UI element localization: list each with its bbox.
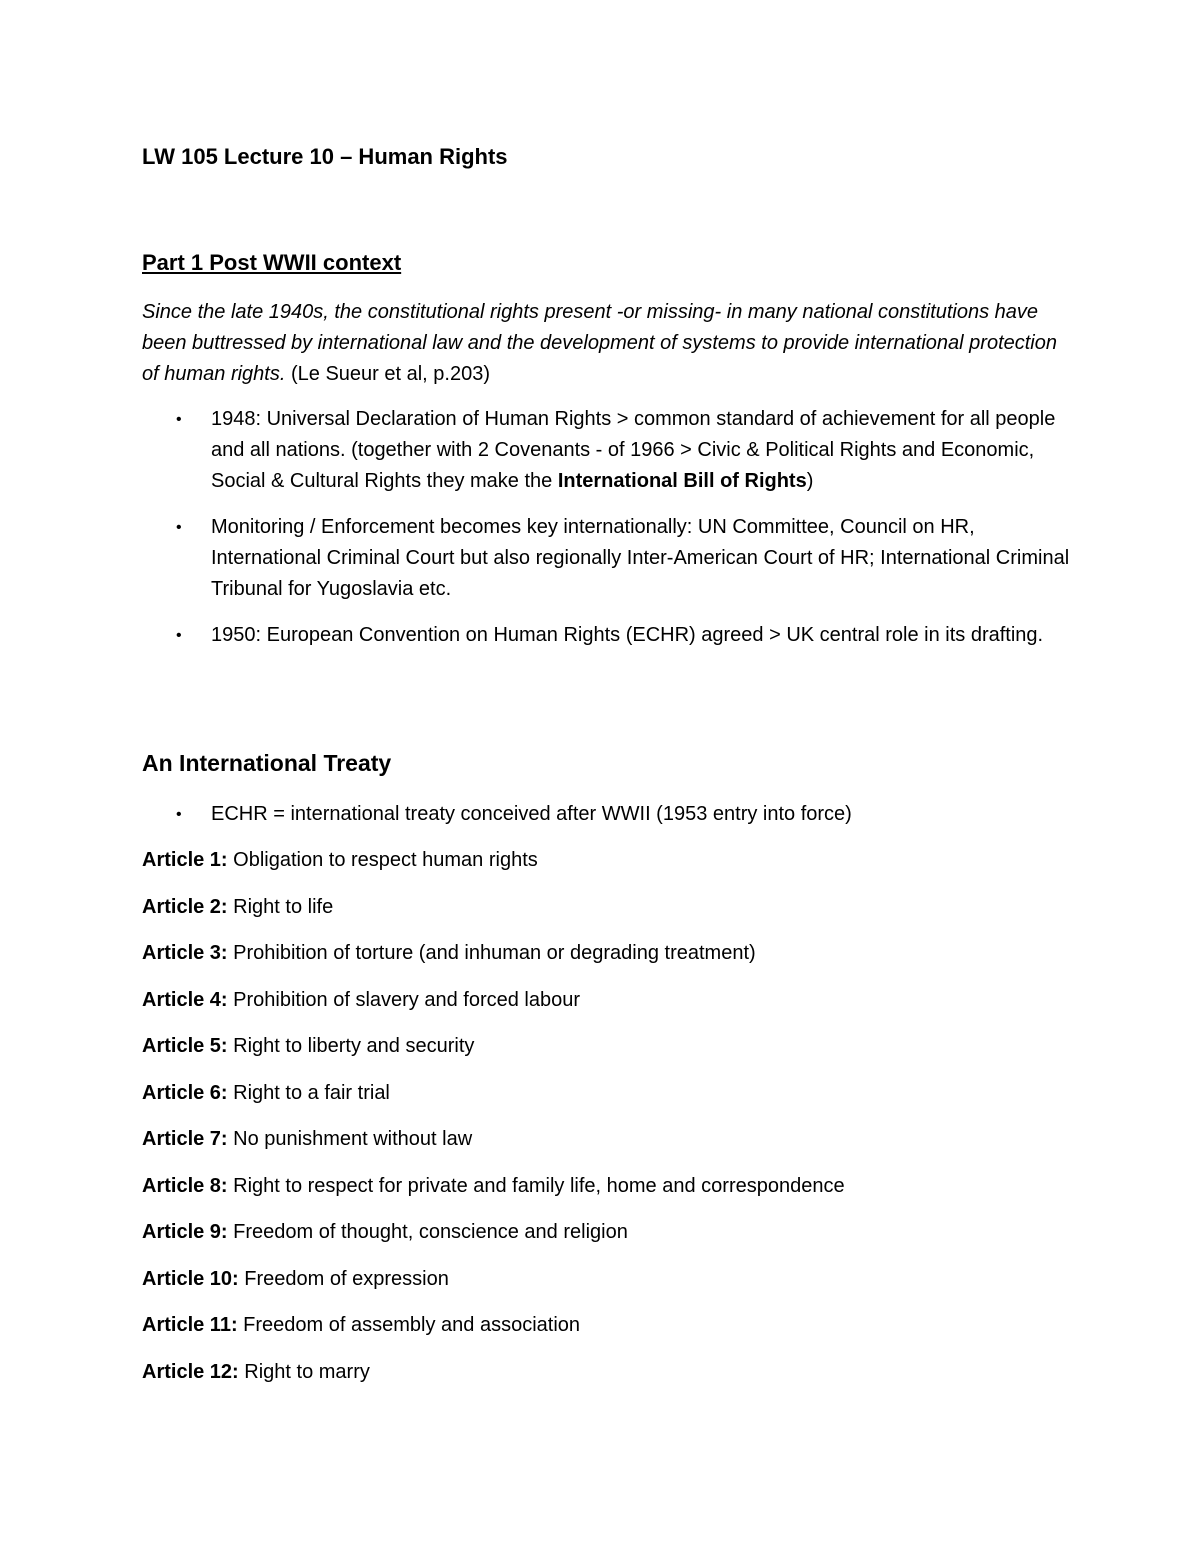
- article-text: Right to a fair trial: [227, 1081, 390, 1104]
- part1-heading: Part 1 Post WWII context: [142, 250, 402, 275]
- intro-citation: (Le Sueur et al, p.203): [285, 363, 490, 385]
- article-label: Article 1:: [142, 849, 228, 871]
- article-label: Article 7:: [142, 1128, 228, 1150]
- article-text: Right to liberty and security: [227, 1035, 475, 1057]
- article-label: Article 2:: [142, 895, 228, 918]
- article-text: No punishment without law: [227, 1128, 473, 1150]
- article-item: [142, 1264, 1072, 1295]
- bullet-icon: •: [176, 806, 182, 823]
- bullet-icon: •: [176, 411, 182, 428]
- article-text: Right to marry: [238, 1360, 370, 1383]
- article-item: [142, 1171, 1072, 1202]
- list-item: [142, 799, 1072, 830]
- bullet-text: Monitoring / Enforcement becomes key internationally: UN Committee, Council on HR, International Criminal Court but also regionally Inter-American Court of HR; International Criminal Tribunal for Yugoslavia etc.: [211, 516, 1070, 600]
- bullet-text: 1948: Universal Declaration of Human Rights > common standard of achievement for all people and all nations. (together with 2 Covenants - of 1966 > Civic & Political Rights and Economic, Social & Cultural Rights they make the: [211, 408, 1056, 492]
- article-list: [142, 845, 1072, 1403]
- article-text: Prohibition of torture (and inhuman or degrading treatment): [227, 942, 756, 964]
- article-item: [142, 1031, 1072, 1062]
- article-text: Freedom of assembly and association: [237, 1314, 581, 1336]
- article-text: Freedom of expression: [238, 1267, 449, 1290]
- article-label: Article 6:: [142, 1081, 228, 1104]
- article-label: Article 9:: [142, 1221, 228, 1243]
- intro-quote: Since the late 1940s, the constitutional rights present -or missing- in many national constitutions have been buttressed by international law and the development of systems to provide international protection of human rights.: [142, 301, 1057, 385]
- bullet-text-end: ): [806, 470, 814, 492]
- part1-bullet-list: [142, 404, 1072, 666]
- article-item: [142, 985, 1072, 1016]
- treaty-bullet-list: [142, 799, 1072, 845]
- article-item: [142, 1078, 1072, 1109]
- article-text: Prohibition of slavery and forced labour: [227, 988, 581, 1011]
- bullet-icon: •: [176, 627, 182, 644]
- article-label: Article 12:: [142, 1360, 239, 1383]
- article-label: Article 8:: [142, 1174, 228, 1197]
- treaty-heading: An International Treaty: [142, 750, 392, 776]
- article-label: Article 4:: [142, 988, 228, 1011]
- bullet-bold-text: International Bill of Rights: [557, 470, 807, 492]
- list-item: [142, 404, 1072, 497]
- article-text: Freedom of thought, conscience and religion: [227, 1221, 628, 1243]
- intro-paragraph: [142, 297, 1067, 390]
- article-item: [142, 892, 1072, 923]
- bullet-text: 1950: European Convention on Human Rights (ECHR) agreed > UK central role in its drafting.: [211, 624, 1044, 646]
- article-text: Right to life: [227, 895, 334, 918]
- document-title: LW 105 Lecture 10 – Human Rights: [142, 144, 508, 169]
- article-item: [142, 1357, 1072, 1388]
- bullet-icon: •: [176, 519, 182, 536]
- article-label: Article 3:: [142, 942, 228, 964]
- article-item: [142, 1310, 1072, 1341]
- article-text: Right to respect for private and family life, home and correspondence: [227, 1174, 845, 1197]
- article-item: [142, 845, 1072, 876]
- article-item: [142, 1217, 1072, 1248]
- article-label: Article 10:: [142, 1267, 239, 1290]
- article-label: Article 11:: [142, 1314, 238, 1336]
- list-item: [142, 620, 1072, 651]
- article-label: Article 5:: [142, 1035, 228, 1057]
- article-item: [142, 938, 1072, 969]
- bullet-text: ECHR = international treaty conceived after WWII (1953 entry into force): [211, 803, 852, 825]
- article-item: [142, 1124, 1072, 1155]
- article-text: Obligation to respect human rights: [227, 849, 538, 871]
- list-item: [142, 512, 1072, 605]
